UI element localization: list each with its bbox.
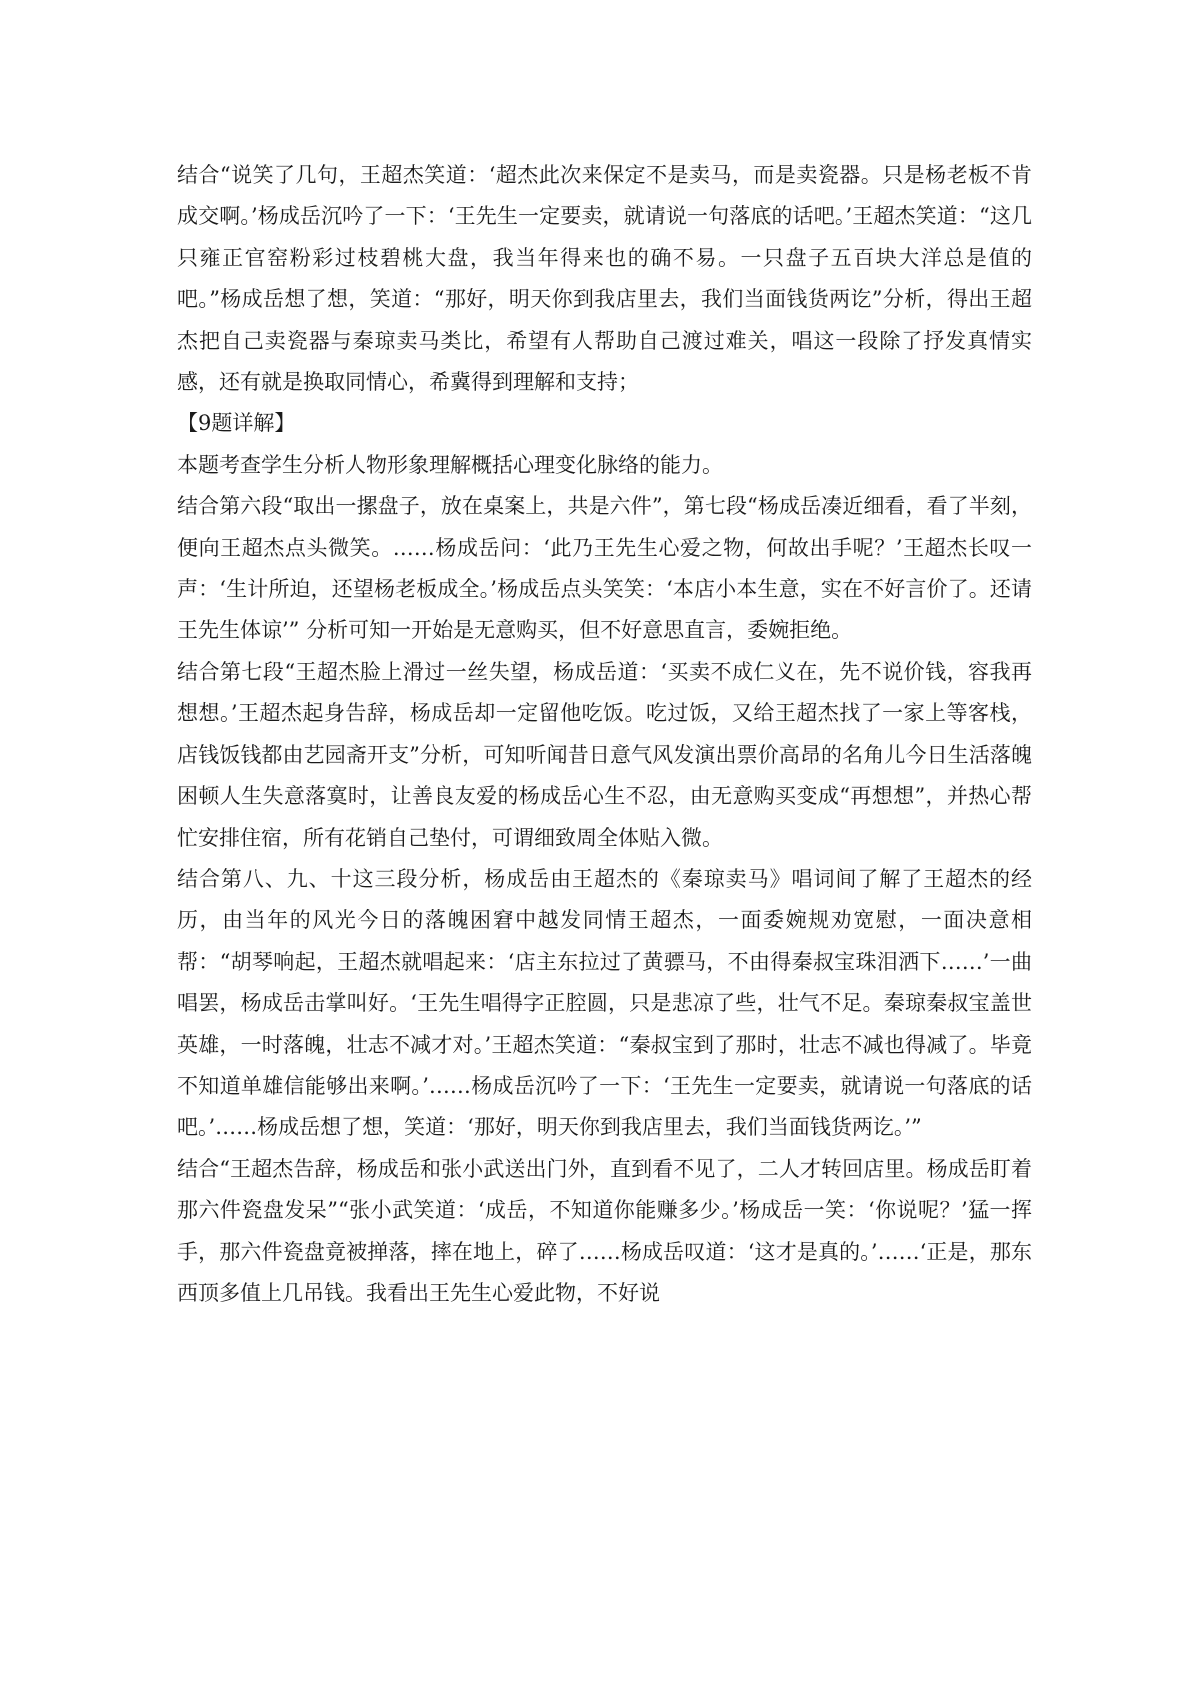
paragraph-analysis-ending: 结合“王超杰告辞，杨成岳和张小武送出门外，直到看不见了，二人才转回店里。杨成岳盯着那六件瓷盘发呆”“张小武笑道：‘成岳，不知道你能赚多少。’杨成岳一笑：‘你说呢？’猛一挥手，那六件瓷盘竟被掸落，摔在地上，碎了……杨成岳叹道：‘这才是真的。’……‘正是，那东西顶多值上几吊钱。我看出王先生心爱此物，不好说 bbox=[177, 1156, 1032, 1305]
document-body bbox=[177, 155, 1032, 1314]
paragraph-analysis-seventh: 结合第七段“王超杰脸上滑过一丝失望，杨成岳道：‘买卖不成仁义在，先不说价钱，容我再想想。’王超杰起身告辞，杨成岳却一定留他吃饭。吃过饭，又给王超杰找了一家上等客栈，店钱饭钱都由艺园斋开支”分析，可知听闻昔日意气风发演出票价高昂的名角儿今日生活落魄困顿人生失意落寞时，让善良友爱的杨成岳心生不忍，由无意购买变成“再想想”，并热心帮忙安排住宿，所有花销自己垫付，可谓细致周全体贴入微。 bbox=[177, 659, 1032, 850]
paragraph-analysis-eighth-to-tenth: 结合第八、九、十这三段分析，杨成岳由王超杰的《秦琼卖马》唱词间了解了王超杰的经历，由当年的风光今日的落魄困窘中越发同情王超杰，一面委婉规劝宽慰，一面决意相帮：“胡琴响起，王超杰就唱起来：‘店主东拉过了黄骠马，不由得秦叔宝珠泪洒下……’一曲唱罢，杨成岳击掌叫好。‘王先生唱得字正腔圆，只是悲凉了些，壮气不足。秦琼秦叔宝盖世英雄，一时落魄，壮志不减才对。’王超杰笑道：“秦叔宝到了那时，壮志不减也得减了。毕竟不知道单雄信能够出来啊。’……杨成岳沉吟了一下：‘王先生一定要卖，就请说一句落底的话吧。’……杨成岳想了想，笑道：‘那好，明天你到我店里去，我们当面钱货两讫。’” bbox=[177, 866, 1032, 1140]
section-heading-q9: 【9题详解】 bbox=[177, 411, 296, 436]
paragraph-analysis-conclusion: 结合“说笑了几句，王超杰笑道：‘超杰此次来保定不是卖马，而是卖瓷器。只是杨老板不肯成交啊。’杨成岳沉吟了一下：‘王先生一定要卖，就请说一句落底的话吧。’王超杰笑道：“这几只雍正官窑粉彩过枝碧桃大盘，我当年得来也的确不易。一只盘子五百块大洋总是值的吧。”杨成岳想了想，笑道：“那好，明天你到我店里去，我们当面钱货两讫”分析，得出王超杰把自己卖瓷器与秦琼卖马类比，希望有人帮助自己渡过难关，唱这一段除了抒发真情实感，还有就是换取同情心，希冀得到理解和支持； bbox=[177, 163, 1032, 395]
paragraph-analysis-sixth-seventh: 结合第六段“取出一摞盘子，放在桌案上，共是六件”，第七段“杨成岳凑近细看，看了半刻，便向王超杰点头微笑。……杨成岳问：‘此乃王先生心爱之物，何故出手呢？’王超杰长叹一声：‘生计所迫，还望杨老板成全。’杨成岳点头笑笑：‘本店小本生意，实在不好言价了。还请王先生体谅’” 分析可知一开始是无意购买，但不好意思直言，委婉拒绝。 bbox=[177, 494, 1032, 643]
paragraph-question-intro: 本题考查学生分析人物形象理解概括心理变化脉络的能力。 bbox=[177, 452, 723, 477]
